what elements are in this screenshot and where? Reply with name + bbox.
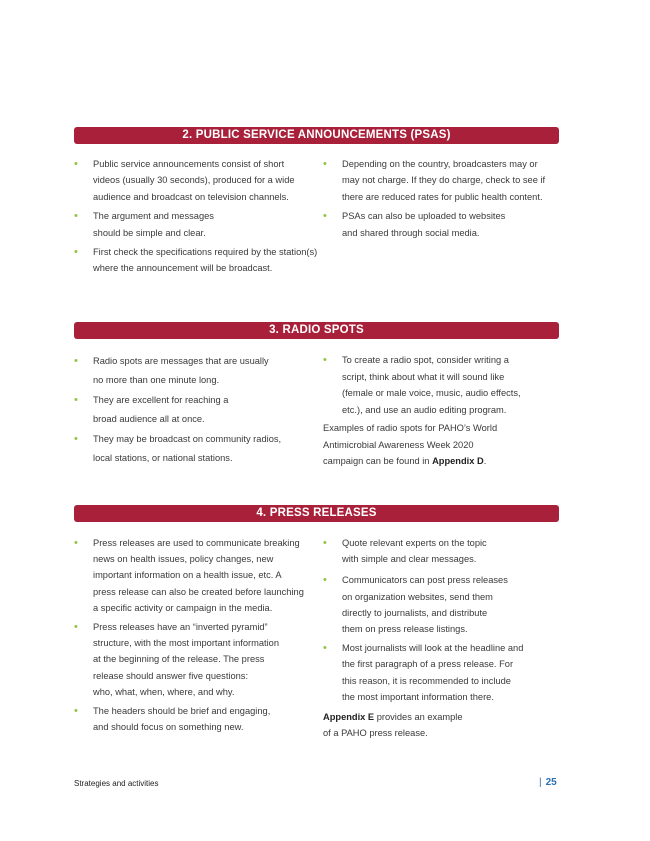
radio-left-column — [74, 352, 314, 467]
appendix-d-reference: Appendix D — [432, 456, 484, 466]
footer-separator: | — [539, 777, 542, 788]
page-number: 25 — [545, 777, 557, 788]
psas-right-column — [323, 156, 563, 241]
list-item: • Communicators can post press releases on organization websites, send them directly to journalists, and distribute them on press release listings. — [323, 572, 563, 637]
footer-section-name: Strategies and activities — [74, 779, 159, 788]
list-item: • Depending on the country, broadcasters may or may not charge. If they do charge, check to see if there are reduced rates for public health content. — [323, 156, 563, 205]
list-item: • They may be broadcast on community radios, local stations, or national stations. — [74, 430, 314, 467]
list-item: • First check the specifications required by the station(s) where the announcement will be broadcast. — [74, 244, 314, 277]
list-item: • Press releases have an “inverted pyramid” structure, with the most important information at the beginning of the release. The press release should answer five questions: who, what, when, where, and why. — [74, 619, 314, 700]
list-item: • Press releases are used to communicate breaking news on health issues, policy changes, new important information on a health issue, etc. A press release can also be created before launching a specific activity or campaign in the media. — [74, 535, 314, 616]
list-item: • PSAs can also be uploaded to websites and shared through social media. — [323, 208, 563, 241]
list-item: • The argument and messages should be simple and clear. — [74, 208, 314, 241]
list-item: • Quote relevant experts on the topic with simple and clear messages. — [323, 535, 563, 567]
list-item: • The headers should be brief and engaging, and should focus on something new. — [74, 703, 314, 735]
list-item: • Most journalists will look at the headline and the first paragraph of a press release. For this reason, it is recommended to include the most important information there. — [323, 640, 563, 705]
appendix-e-reference: Appendix E — [323, 712, 375, 723]
section-banner-press: 4. PRESS RELEASES — [74, 505, 559, 522]
radio-appendix-note: Examples of radio spots for PAHO’s World Antimicrobial Awareness Week 2020 campaign can be found in Appendix D. — [323, 423, 498, 466]
psas-left-column — [74, 156, 318, 277]
list-item: • Radio spots are messages that are usually no more than one minute long. — [74, 352, 314, 389]
footer-page-number-block — [539, 777, 557, 788]
press-appendix-note: Appendix E provides an example of a PAHO press release. — [323, 712, 463, 739]
list-item: • Public service announcements consist of short videos (usually 30 seconds), produced for a wide audience and broadcast on television channels. — [74, 156, 314, 205]
list-item: • They are excellent for reaching a broad audience all at once. — [74, 391, 314, 428]
section-banner-radio: 3. RADIO SPOTS — [74, 322, 559, 339]
press-right-column — [323, 535, 563, 741]
section-banner-psas: 2. PUBLIC SERVICE ANNOUNCEMENTS (PSAS) — [74, 127, 559, 144]
press-left-column — [74, 535, 314, 735]
list-item: • To create a radio spot, consider writing a script, think about what it will sound like (female or male voice, music, audio effects, etc.), and use an audio editing program. — [323, 352, 563, 418]
radio-right-column — [323, 352, 563, 470]
